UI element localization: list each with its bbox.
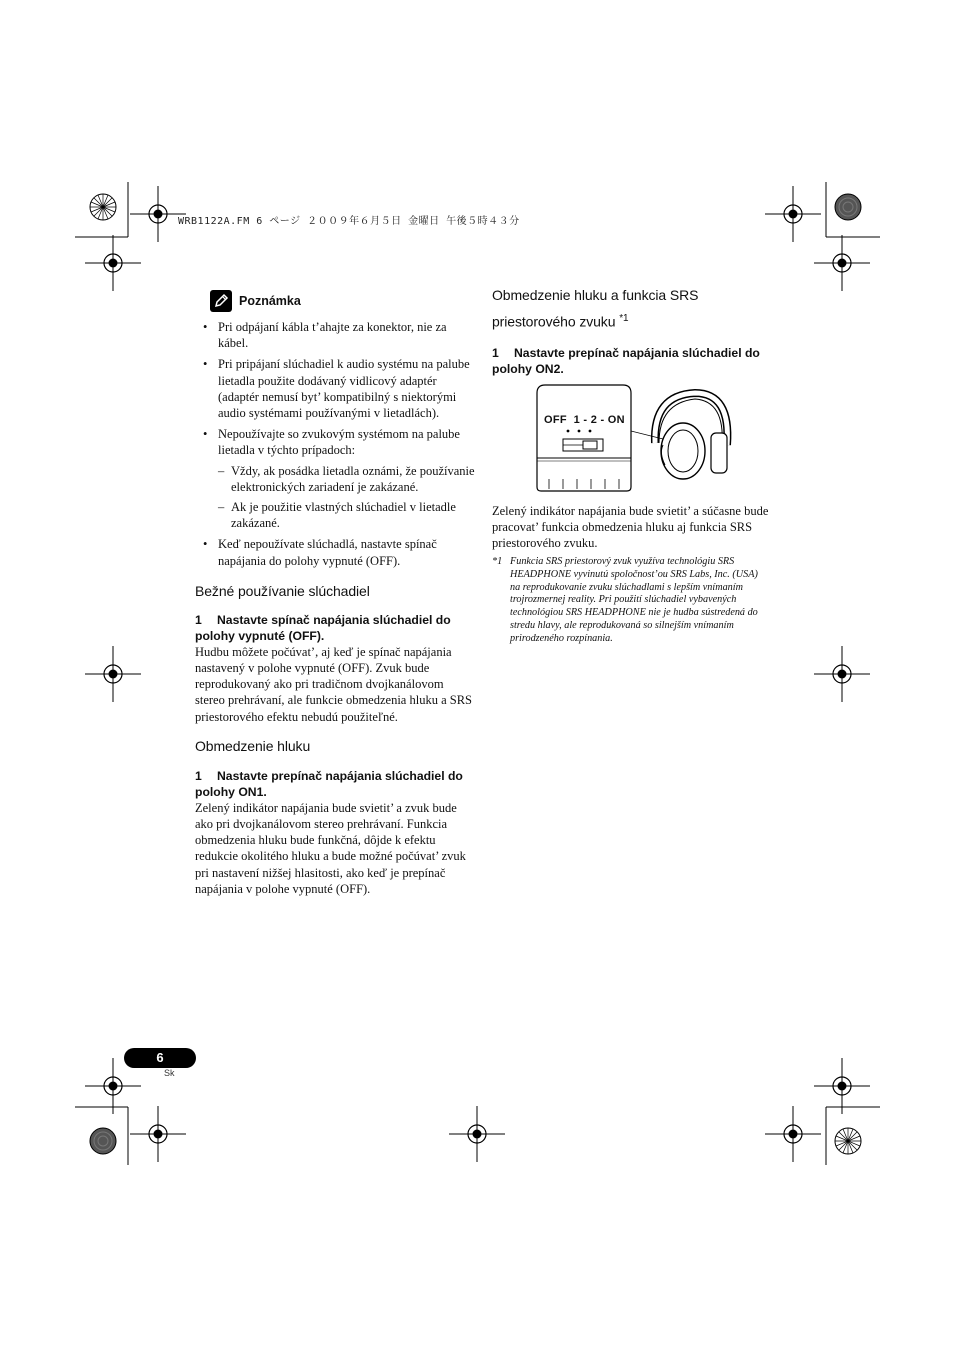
paragraph-on2: Zelený indikátor napájania bude svietit’ a súčasne bude pracovat’ funkcia obmedzenia hluku aj funkcia SRS priestorového zvuku. <box>492 504 769 551</box>
right-column <box>492 284 770 377</box>
left-column <box>195 290 475 897</box>
note-title: Poznámka <box>239 294 301 308</box>
heading-text: Obmedzenie hluku a funkcia SRS priestorového zvuku <box>492 287 699 330</box>
note-header <box>210 290 475 312</box>
step-number: 1 <box>195 768 202 783</box>
footnote-text: Funkcia SRS priestorový zvuk využíva technológiu SRS HEADPHONE vyvinutú spoločnost’ou SRS Labs, Inc. (USA) na reprodukovanie zvuku slúchadlami s lepším vnímaním trojrozmernej reality. Pri použití slúchadiel vybavených technológiou SRS HEADPHONE nie je hudba sústredená do stredu hlavy, ale reprodukovaná so silnejším vnímaním prirodzeného rozpínania. <box>510 556 758 644</box>
sub-list-item: – Vždy, ak posádka lietadla oznámi, že používanie elektronických zariadení je zakázané. <box>218 463 475 495</box>
section-heading-normal-use: Bežné používanie slúchadiel <box>195 582 370 599</box>
switch-label: OFF 1 - 2 - ON <box>544 414 625 426</box>
heading-footnote-ref: *1 <box>619 313 629 324</box>
list-item-text: Nepoužívajte so zvukovým systémom na palube lietadla v týchto prípadoch: <box>218 427 460 458</box>
step-text: Nastavte prepínač napájania slúchadiel do polohy ON2. <box>492 345 760 376</box>
step-off <box>195 612 475 644</box>
step-text: Nastavte spínač napájania slúchadiel do polohy vypnuté (OFF). <box>195 612 451 643</box>
page-number: 6 <box>124 1048 196 1068</box>
list-item: • Keď nepoužívate slúchadlá, nastavte spínač napájania do polohy vypnuté (OFF). <box>195 536 475 568</box>
headphones-switch-illustration <box>535 383 767 495</box>
step-on2 <box>492 345 770 377</box>
note-list <box>195 319 475 569</box>
list-item: • Pri pripájaní slúchadiel k audio systému na palube lietadla použite dodávaný vidlicový adaptér (adaptér nemusí byt’ kompatibilný s niektorými audio systémami používanými v lietadlách). <box>195 356 475 421</box>
step-number: 1 <box>492 345 499 360</box>
print-header: WRB1122A.FM 6 ページ ２００９年６月５日 金曜日 午後５時４３分 <box>178 216 520 227</box>
step-text: Nastavte prepínač napájania slúchadiel do polohy ON1. <box>195 768 463 799</box>
footnote <box>492 556 770 646</box>
step-on1 <box>195 768 475 800</box>
paragraph-off: Hudbu môžete počúvat’, aj keď je spínač napájania nastavený v polohe vypnuté (OFF). Zvuk bude reprodukovaný ako pri tradičnom dvojkanálovom stereo prehrávaní, ale funkcie obmedzenia hluku a SRS priestorového efektu nebudú použiteľné. <box>195 644 472 724</box>
sub-list <box>218 463 475 532</box>
headphones-illustration-icon <box>535 383 767 495</box>
step-number: 1 <box>195 612 202 627</box>
section-heading-srs <box>492 284 770 334</box>
list-item: • Pri odpájaní kábla t’ahajte za konektor, nie za kábel. <box>195 319 475 351</box>
note-pencil-icon <box>210 290 232 312</box>
page-language: Sk <box>164 1068 175 1078</box>
sub-list-item: – Ak je použitie vlastných slúchadiel v lietadle zakázané. <box>218 499 475 531</box>
section-heading-noise-reduction: Obmedzenie hluku <box>195 737 311 754</box>
footnote-mark: *1 <box>492 556 503 567</box>
list-item <box>195 426 475 531</box>
paragraph-on1: Zelený indikátor napájania bude svietit’ a zvuk bude ako pri dvojkanálovom stereo prehrávaní. Funkcia obmedzenia hluku bude funkčná, dôjde k efektu redukcie okolitého hluku a bude možné počúvat’ zvuk pri nastavení nižšej hlasitosti, ako keď je prepínač napájania v polohe vypnuté (OFF). <box>195 800 466 896</box>
